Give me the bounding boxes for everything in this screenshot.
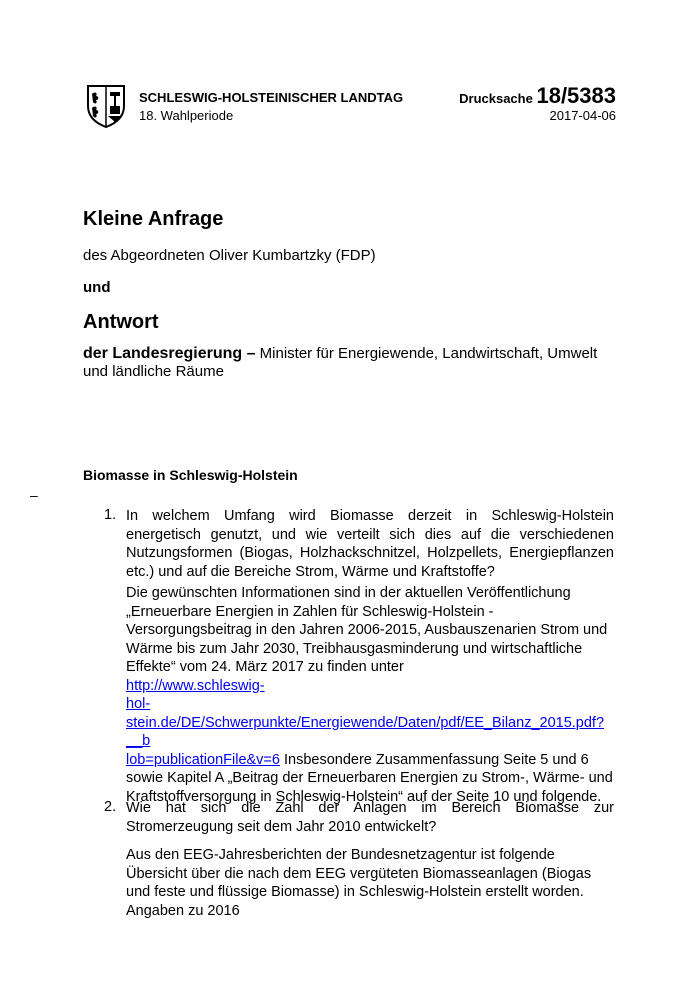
section-title: Biomasse in Schleswig-Holstein: [83, 467, 298, 483]
kleine-anfrage-heading: Kleine Anfrage: [83, 208, 224, 230]
document-date: 2017-04-06: [549, 108, 616, 123]
landtag-name: SCHLESWIG-HOLSTEINISCHER LANDTAG: [139, 90, 404, 105]
answer-1-rest: Insbesondere Zusammenfassung Seite 5 und 6 sowie Kapitel A „Beitrag der Erneuerbaren Energien zu Strom-, Wärme- und Kraftstoffversorgung in Schleswig-Holstein“ auf der Seite 10 und folgende.: [126, 751, 613, 805]
ministerium-text: Minister für Energiewende, Landwirtschaft, Umwelt und ländliche Räume: [83, 345, 598, 380]
answer-1-intro: Die gewünschten Informationen sind in der aktuellen Veröffentlichung „Erneuerbare Energien in Zahlen für Schleswig-Holstein - Versorgungsbeitrag in den Jahren 2006-2015, Ausbauszenarien Strom und Wärme bis zum Jahr 2030, Treibhausgasminderung und wirtschaftliche Effekte“ vom 24. März 2017 zu finden unter: [126, 585, 608, 675]
question-1-number: 1.: [104, 507, 117, 523]
report-link-part-3: stein.de/DE/Schwerpunkte/Energiewende/Daten/pdf/EE_Bilanz_2015.pdf?__b: [126, 714, 605, 749]
answer-1: [126, 584, 616, 806]
report-link-part-4: lob=publicationFile&v=6: [126, 751, 280, 768]
report-link-part-2: hol-: [126, 696, 151, 712]
question-2-number: 2.: [104, 799, 117, 815]
question-2-text: Wie hat sich die Zahl der Anlagen im Bereich Biomasse zur Stromerzeugung seit dem Jahr 2010 entwickelt?: [126, 800, 614, 835]
landesregierung-bold: der Landesregierung –: [83, 345, 256, 362]
answer-2: Aus den EEG-Jahresberichten der Bundesnetzagentur ist folgende Übersicht über die nach dem EEG vergüteten Biomasseanlagen (Biogas und feste und flüssige Biomasse) in Schleswig-Holstein erstellt worden. Angaben zu 2016: [126, 847, 592, 919]
wahlperiode: 18. Wahlperiode: [139, 108, 234, 123]
drucksache-label: Drucksache: [459, 91, 533, 106]
question-1-text: In welchem Umfang wird Biomasse derzeit in Schleswig-Holstein energetisch genutzt, und wie verteilt sich dies auf die verschiedenen Nutzungsformen (Biogas, Holzhackschnitzel, Holzpellets, Energiepflanzen etc.) und auf die Bereiche Strom, Wärme und Kraftstoffe?: [126, 508, 614, 580]
margin-mark: –: [30, 487, 38, 503]
abgeordneter-line: des Abgeordneten Oliver Kumbartzky (FDP): [83, 247, 376, 264]
report-link-part-1: http://www.schleswig-: [126, 677, 265, 694]
drucksache: [459, 83, 616, 109]
landesregierung-line: [83, 345, 623, 381]
drucksache-number: 18/5383: [536, 83, 616, 108]
und-line: und: [83, 279, 111, 296]
antwort-heading: Antwort: [83, 311, 159, 333]
schleswig-holstein-crest-icon: [86, 84, 126, 128]
